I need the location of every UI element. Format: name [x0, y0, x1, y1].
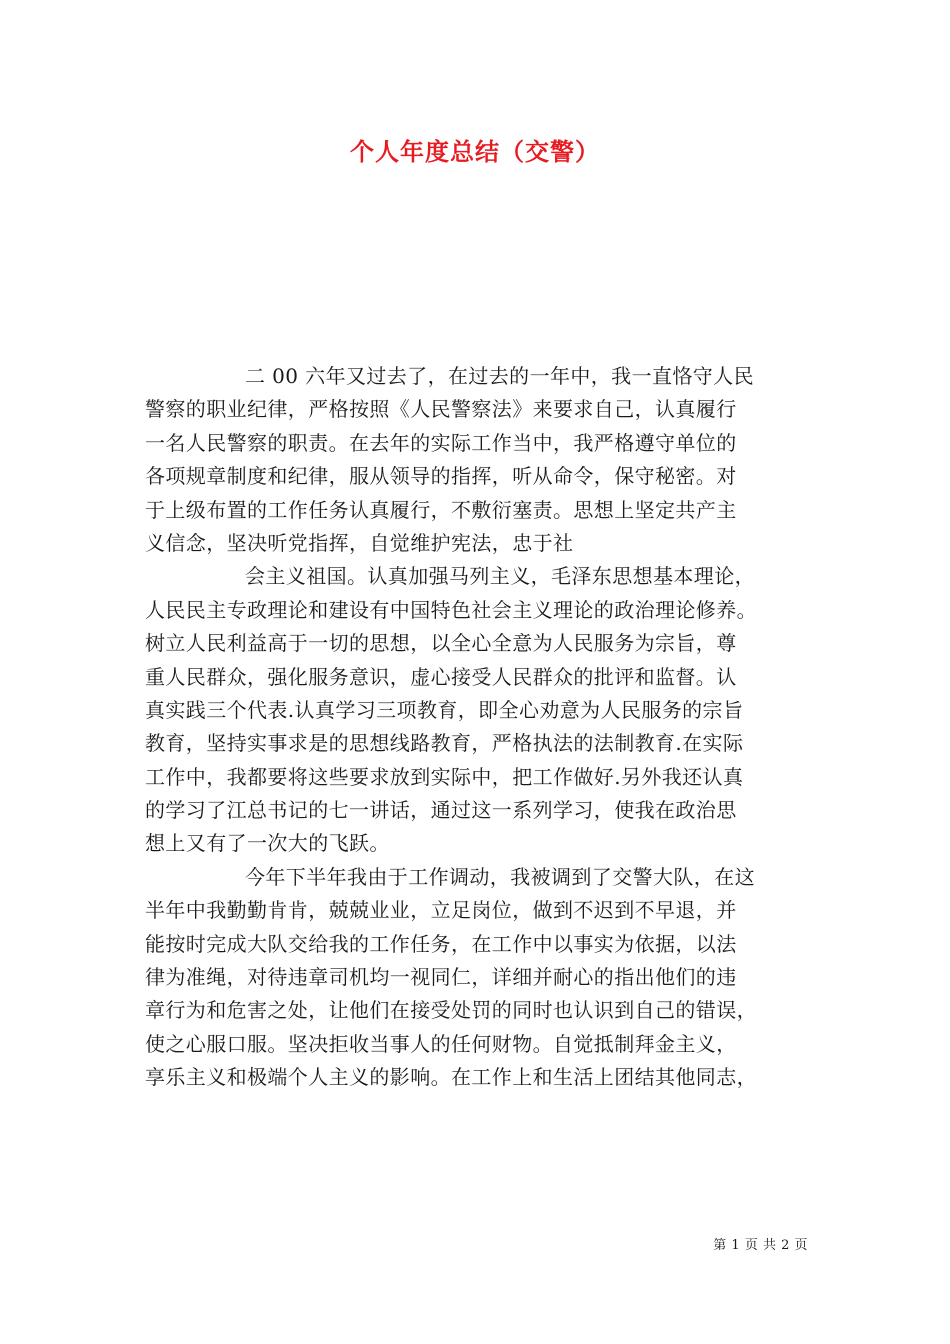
paragraph-line: 人民民主专政理论和建设有中国特色社会主义理论的政治理论修养。	[145, 597, 757, 622]
paragraph-line: 义信念，坚决听党指挥，自觉维护宪法，忠于社	[145, 530, 574, 555]
page-number: 第 1 页 共 2 页	[713, 1238, 808, 1253]
document-title: 个人年度总结（交警）	[350, 137, 600, 166]
paragraph-line: 重人民群众，强化服务意识，虚心接受人民群众的批评和监督。认	[145, 664, 737, 689]
paragraph-line: 真实践三个代表.认真学习三项教育，即全心劝意为人民服务的宗旨	[145, 697, 744, 722]
paragraph-line: 享乐主义和极端个人主义的影响。在工作上和生活上团结其他同志，	[145, 1065, 757, 1090]
paragraph-line: 工作中，我都要将这些要求放到实际中，把工作做好.另外我还认真	[145, 764, 744, 789]
paragraph-line: 今年下半年我由于工作调动，我被调到了交警大队，在这	[245, 864, 755, 889]
paragraph-line: 树立人民利益高于一切的思想，以全心全意为人民服务为宗旨，尊	[145, 631, 737, 656]
paragraph-line: 使之心服口服。坚决拒收当事人的任何财物。自觉抵制拜金主义，	[145, 1031, 737, 1056]
paragraph-line: 于上级布置的工作任务认真履行，不敷衍塞责。思想上坚定共产主	[145, 497, 737, 522]
paragraph-line: 会主义祖国。认真加强马列主义，毛泽东思想基本理论，	[245, 564, 755, 589]
document-body	[145, 360, 815, 1095]
paragraph-line: 章行为和危害之处，让他们在接受处罚的同时也认识到自己的错误，	[145, 998, 757, 1023]
paragraph-line: 律为准绳，对待违章司机均一视同仁，详细并耐心的指出他们的违	[145, 965, 737, 990]
paragraph-line: 半年中我勤勤肯肯，兢兢业业，立足岗位，做到不迟到不早退，并	[145, 898, 737, 923]
paragraph-line: 各项规章制度和纪律，服从领导的指挥，听从命令，保守秘密。对	[145, 464, 737, 489]
paragraph-line: 警察的职业纪律，严格按照《人民警察法》来要求自己，认真履行	[145, 397, 737, 422]
paragraph-line: 想上又有了一次大的飞跃。	[145, 831, 390, 856]
paragraph-line: 教育，坚持实事求是的思想线路教育，严格执法的法制教育.在实际	[145, 731, 744, 756]
paragraph-line: 二 00 六年又过去了，在过去的一年中，我一直恪守人民	[245, 364, 754, 388]
paragraph-line: 的学习了江总书记的七一讲话，通过这一系列学习，使我在政治思	[145, 798, 737, 823]
paragraph-line: 一名人民警察的职责。在去年的实际工作当中，我严格遵守单位的	[145, 430, 737, 455]
paragraph-line: 能按时完成大队交给我的工作任务，在工作中以事实为依据，以法	[145, 931, 737, 956]
